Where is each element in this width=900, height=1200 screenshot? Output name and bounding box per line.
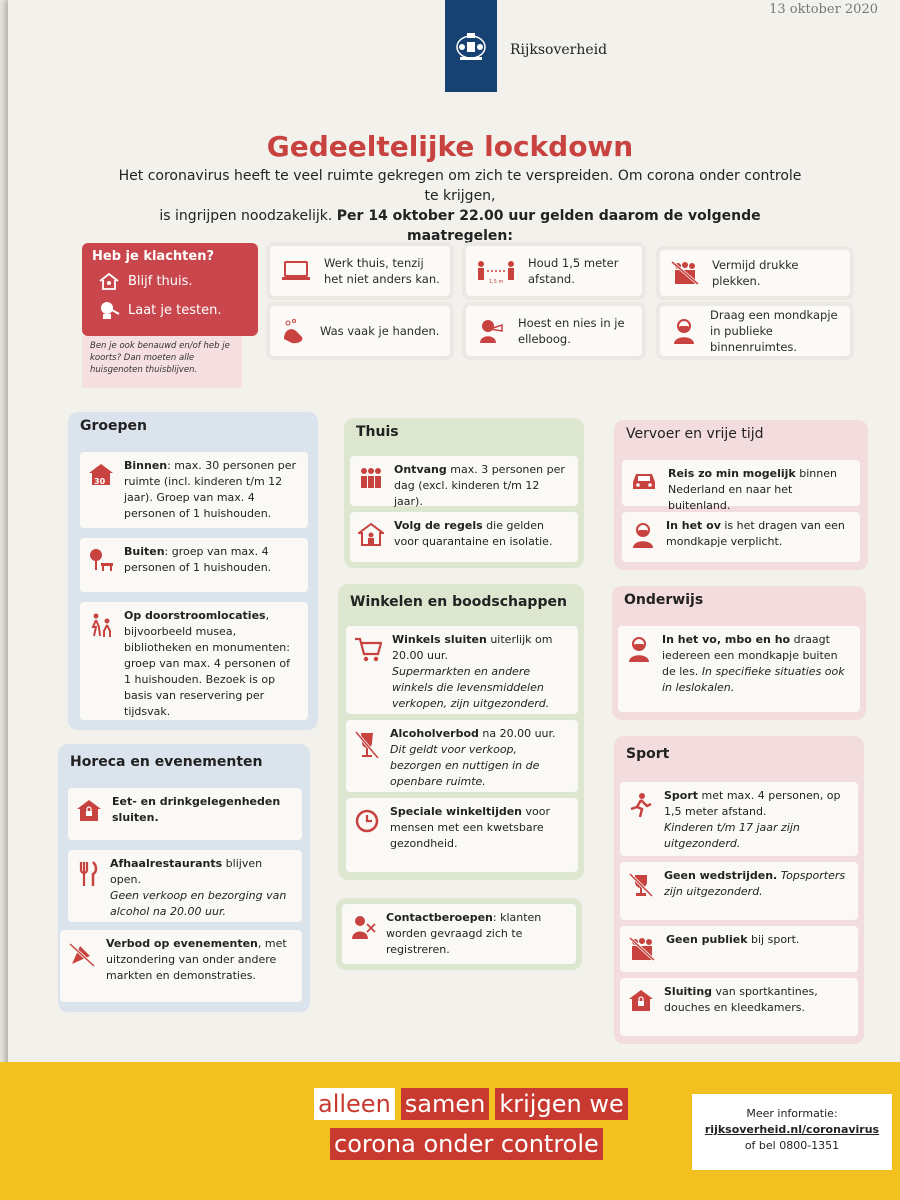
- page-title: Gedeeltelijke lockdown: [266, 130, 634, 163]
- slogan-word-alleen: alleen: [314, 1088, 395, 1120]
- horeca-title: Horeca en evenementen: [70, 754, 263, 770]
- clock-icon: [354, 808, 380, 834]
- cough-elbow-icon: [476, 317, 506, 345]
- no-alcohol-icon: [354, 730, 380, 760]
- laptop-icon: [280, 259, 312, 283]
- thuis-visitors-card: Ontvang max. 3 personen per dag (excl. kinderen t/m 12 jaar).: [350, 456, 578, 506]
- groepen-outdoor-card: Buiten: groep van max. 4 personen of 1 huishouden.: [80, 538, 308, 592]
- closed-canteen-icon: [628, 988, 654, 1012]
- groepen-title: Groepen: [80, 418, 147, 434]
- symptoms-title: Heb je klachten?: [92, 249, 214, 264]
- mask-person-icon: [630, 522, 656, 548]
- get-tested-row: Laat je testen.: [98, 300, 248, 320]
- onderwijs-mask-card: In het vo, mbo en ho draagt iedereen een mondkapje buiten de les. In specifieke situaties ook in leslokalen.: [618, 626, 860, 712]
- horeca-events-card: Verbod op evenementen, met uitzondering van onder andere markten en demonstraties.: [60, 930, 302, 1002]
- walking-people-icon: [88, 612, 114, 638]
- winkelen-title: Winkelen en boodschappen: [350, 594, 567, 610]
- lion-crest-icon: [452, 29, 490, 63]
- more-info-box: [692, 1094, 892, 1170]
- no-events-icon: [68, 940, 96, 968]
- winkelen-alcohol-card: Alcoholverbod na 20.00 uur. Dit geldt voor verkoop, bezorgen en nuttigen in de openbare ruimte.: [346, 720, 578, 792]
- symptoms-note: Ben je ook benauwd en/of heb je koorts? Dan moeten alle huisgenoten thuisblijven.: [82, 336, 242, 388]
- capacity-label: 30: [94, 477, 106, 486]
- slogan: [314, 1088, 628, 1168]
- groepen-indoor-card: 30 Binnen: max. 30 personen per ruimte (incl. kinderen t/m 12 jaar). Groep van max. 4 personen of 1 huishouden.: [80, 452, 308, 528]
- sport-title: Sport: [626, 746, 670, 762]
- winkelen-special-hours-card: Speciale winkeltijden voor mensen met een kwetsbare gezondheid.: [346, 798, 578, 872]
- info-phone: of bel 0800-1351: [744, 1139, 840, 1152]
- horeca-takeaway-card: Afhaalrestaurants blijven open. Geen verkoop en bezorging van alcohol na 20.00 uur.: [68, 850, 302, 922]
- no-trophy-icon: [628, 872, 654, 898]
- sport-no-audience-card: Geen publiek bij sport.: [620, 926, 858, 972]
- sport-group-card: Sport met max. 4 personen, op 1,5 meter afstand. Kinderen t/m 17 jaar zijn uitgezonderd.: [620, 782, 858, 856]
- hairdresser-icon: [350, 914, 376, 940]
- shopping-cart-icon: [354, 636, 382, 662]
- measure-distance: 1,5 m Houd 1,5 meter afstand.: [466, 246, 642, 296]
- test-swab-icon: [98, 300, 120, 320]
- slogan-word-krijgen: krijgen we: [495, 1088, 627, 1120]
- fork-knife-icon: [76, 860, 100, 888]
- publication-date: 13 oktober 2020: [769, 2, 878, 17]
- house-quarantine-icon: [358, 522, 384, 546]
- no-crowd-icon: [670, 260, 700, 286]
- winkelen-closing-card: Winkels sluiten uiterlijk om 20.00 uur. Supermarkten en andere winkels die levensmiddelen verkopen, zijn uitgezonderd.: [346, 626, 578, 714]
- distance-label: 1,5 m: [489, 279, 504, 285]
- intro-text: Het coronavirus heeft te veel ruimte gekregen om zich te verspreiden. Om corona onder controle te krijgen, is ingrijpen noodzakelijk. Per 14 oktober 22.00 uur gelden daarom de volgende maatregelen:: [118, 168, 802, 244]
- car-icon: [630, 470, 658, 492]
- sport-no-competition-card: Geen wedstrijden. Topsporters zijn uitgezonderd.: [620, 862, 858, 920]
- rijksoverheid-logo: [445, 0, 497, 92]
- stay-home-row: Blijf thuis.: [98, 272, 248, 290]
- horeca-closed-card: Eet- en drinkgelegenheden sluiten.: [68, 788, 302, 840]
- slogan-word-samen: samen: [401, 1088, 490, 1120]
- measure-face-mask: Draag een mondkapje in publieke binnenruimtes.: [660, 306, 850, 356]
- vervoer-ov-card: In het ov is het dragen van een mondkapje verplicht.: [622, 512, 860, 562]
- info-title: Meer informatie:: [746, 1107, 838, 1120]
- measure-wash-hands: Was vaak je handen.: [270, 306, 450, 356]
- vervoer-title: Vervoer en vrije tijd: [626, 426, 764, 442]
- face-mask-icon: [670, 317, 698, 345]
- measure-work-home: Werk thuis, tenzij het niet anders kan.: [270, 246, 450, 296]
- sport-closure-card: Sluiting van sportkantines, douches en kleedkamers.: [620, 978, 858, 1036]
- org-name: Rijksoverheid: [510, 42, 608, 58]
- info-link[interactable]: rijksoverheid.nl/coronavirus: [704, 1123, 880, 1136]
- running-icon: [628, 792, 654, 818]
- onderwijs-title: Onderwijs: [624, 592, 704, 608]
- house-person-icon: [98, 272, 120, 290]
- house-capacity-icon: [88, 462, 114, 486]
- distance-icon: [476, 259, 516, 283]
- no-audience-icon: [628, 936, 656, 962]
- symptoms-box: [82, 243, 258, 336]
- groepen-transit-card: Op doorstroomlocaties, bijvoorbeeld musea, bibliotheken en monumenten: groep van max. 4 personen of 1 huishouden. Bezoek is op basis van reservering per tijdsvak.: [80, 602, 308, 720]
- hand-wash-icon: [280, 317, 308, 345]
- closed-building-icon: [76, 798, 102, 822]
- three-people-icon: [358, 466, 384, 490]
- measure-cough-elbow: Hoest en nies in je elleboog.: [466, 306, 642, 356]
- contact-professions-card: Contactberoepen: klanten worden gevraagd zich te registreren.: [342, 904, 576, 964]
- slogan-word-corona: corona onder controle: [330, 1128, 603, 1160]
- park-bench-icon: [88, 548, 114, 572]
- thuis-quarantine-card: Volg de regels die gelden voor quarantaine en isolatie.: [350, 512, 578, 562]
- student-mask-icon: [626, 636, 652, 662]
- vervoer-travel-card: Reis zo min mogelijk binnen Nederland en naar het buitenland.: [622, 460, 860, 506]
- thuis-title: Thuis: [356, 424, 399, 440]
- measure-crowds: Vermijd drukke plekken.: [660, 250, 850, 296]
